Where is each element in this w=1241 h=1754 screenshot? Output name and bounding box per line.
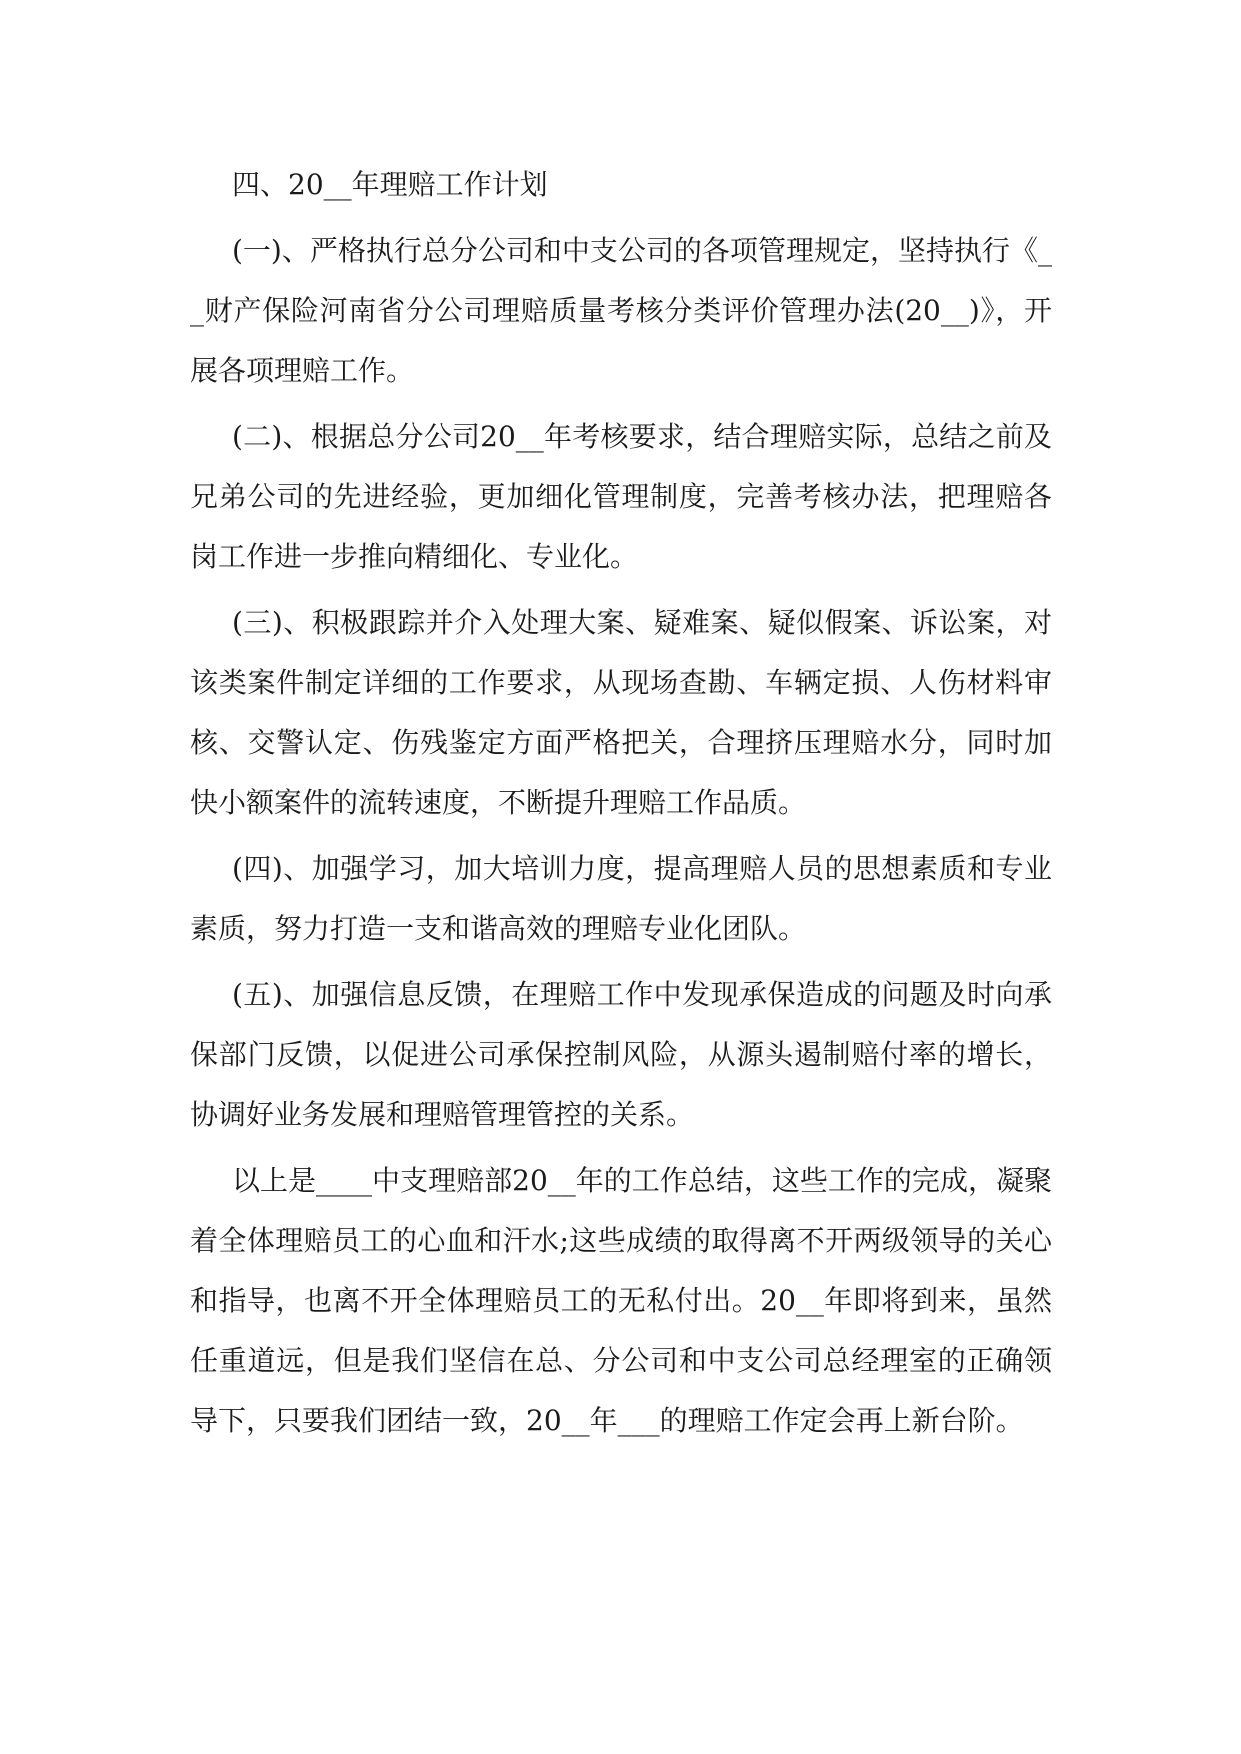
paragraph-item-2: (二)、根据总分公司20__年考核要求，结合理赔实际，总结之前及兄弟公司的先进经验，更加细化管理制度，完善考核办法，把理赔各岗工作进一步推向精细化、专业化。 [190, 420, 1052, 573]
paragraph-item-5: (五)、加强信息反馈，在理赔工作中发现承保造成的问题及时向承保部门反馈，以促进公司承保控制风险，从源头遏制赔付率的增长，协调好业务发展和理赔管理管控的关系。 [190, 978, 1052, 1131]
document-body [190, 155, 1052, 1451]
paragraph-item-4: (四)、加强学习，加大培训力度，提高理赔人员的思想素质和专业素质，努力打造一支和谐高效的理赔专业化团队。 [190, 852, 1052, 945]
paragraph-item-1: (一)、严格执行总分公司和中支公司的各项管理规定，坚持执行《__财产保险河南省分公司理赔质量考核分类评价管理办法(20__)》，开展各项理赔工作。 [190, 234, 1052, 387]
paragraph-item-3: (三)、积极跟踪并介入处理大案、疑难案、疑似假案、诉讼案，对该类案件制定详细的工作要求，从现场查勘、车辆定损、人伤材料审核、交警认定、伤残鉴定方面严格把关，合理挤压理赔水分，同时加快小额案件的流转速度，不断提升理赔工作品质。 [190, 606, 1052, 819]
closing-paragraph: 以上是____中支理赔部20__年的工作总结，这些工作的完成，凝聚着全体理赔员工的心血和汗水;这些成绩的取得离不开两级领导的关心和指导，也离不开全体理赔员工的无私付出。20__年即将到来，虽然任重道远，但是我们坚信在总、分公司和中支公司总经理室的正确领导下，只要我们团结一致，20__年___的理赔工作定会再上新台阶。 [190, 1164, 1052, 1437]
section-heading: 四、20__年理赔工作计划 [232, 168, 548, 201]
